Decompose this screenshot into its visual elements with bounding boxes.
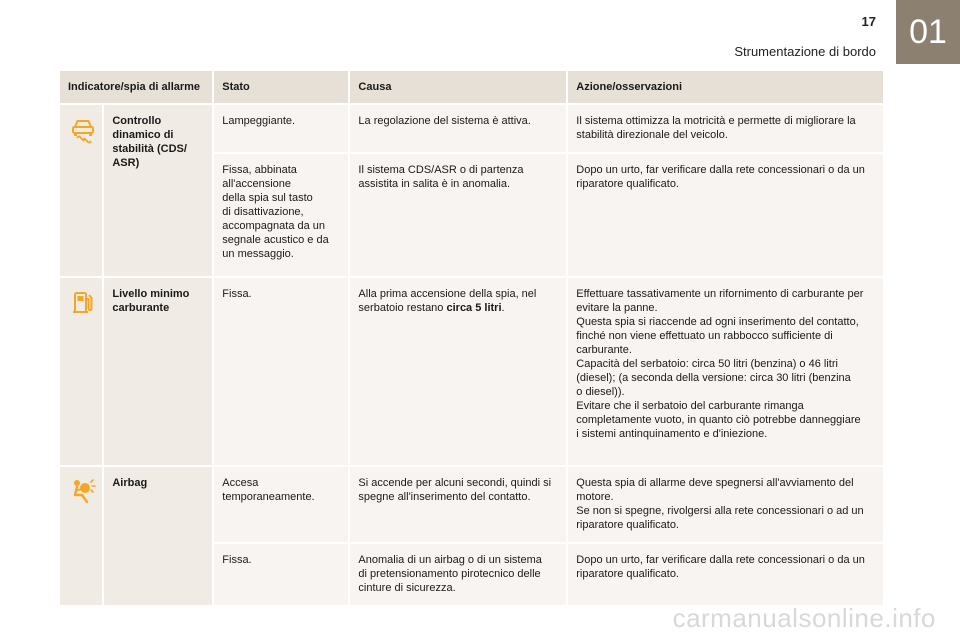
stato-cell: Accesa temporaneamente.: [214, 467, 348, 542]
causa-cell: [350, 278, 566, 465]
causa-cell: La regolazione del sistema è attiva.: [350, 105, 566, 152]
azione-cell: Il sistema ottimizza la motricità e permette di migliorare la stabilità direzionale del veicolo.: [568, 105, 883, 152]
stato-cell: Fissa.: [214, 278, 348, 465]
causa-text-end: .: [501, 302, 505, 314]
icon-cell: [60, 105, 102, 276]
causa-highlight: circa 5 litri: [446, 302, 502, 314]
azione-cell: Effettuare tassativamente un rifornimento di carburante per evitare la panne. Questa spia si riaccende ad ogni inserimento del contatto, finché non viene effettuato un rabbocco sufficiente di carburante. Capacità del serbatoio: circa 50 litri (benzina) o 46 litri (diesel); (a seconda della versione: circa 30 litri (benzina o diesel)). Evitare che il serbatoio del carburante rimanga completamente vuoto, in quanto ciò potrebbe danneggiare i sistemi antinquinamento e d'iniezione.: [568, 278, 883, 465]
indicator-name: Controllo dinamico di stabilità (CDS/ ASR): [104, 105, 212, 276]
column-header-stato: Stato: [214, 71, 348, 103]
warning-lights-table: [58, 69, 885, 607]
causa-text: Alla prima accensione della spia, nel serbatoio restano: [358, 288, 537, 314]
section-title: Strumentazione di bordo: [734, 44, 876, 59]
azione-cell: Dopo un urto, far verificare dalla rete concessionari o da un riparatore qualificato.: [568, 544, 883, 605]
airbag-icon: [68, 476, 98, 506]
table-header-row: [60, 71, 883, 103]
icon-cell: [60, 467, 102, 605]
stato-cell: Fissa.: [214, 544, 348, 605]
causa-cell: Il sistema CDS/ASR o di partenza assistita in salita è in anomalia.: [350, 154, 566, 276]
table-row: [60, 467, 883, 542]
table-row: [60, 105, 883, 152]
causa-cell: Si accende per alcuni secondi, quindi si spegne all'inserimento del contatto.: [350, 467, 566, 542]
stato-cell: Fissa, abbinata all'accensione della spia sul tasto di disattivazione, accompagnata da un segnale acustico e da un messaggio.: [214, 154, 348, 276]
table-row: [60, 278, 883, 465]
indicator-name: Airbag: [104, 467, 212, 605]
watermark: carmanualsonline.info: [672, 603, 936, 633]
column-header-indicator: Indicatore/spia di allarme: [60, 71, 212, 103]
fuel-pump-icon: [68, 287, 98, 317]
stato-cell: Lampeggiante.: [214, 105, 348, 152]
page-number: 17: [861, 14, 876, 29]
column-header-azione: Azione/osservazioni: [568, 71, 883, 103]
icon-cell: [60, 278, 102, 465]
column-header-causa: Causa: [350, 71, 566, 103]
stability-control-icon: [68, 114, 98, 144]
indicator-name: Livello minimo carburante: [104, 278, 212, 465]
chapter-tab: 01: [896, 0, 960, 64]
azione-cell: Questa spia di allarme deve spegnersi all'avviamento del motore. Se non si spegne, rivolgersi alla rete concessionari o ad un riparatore qualificato.: [568, 467, 883, 542]
azione-cell: Dopo un urto, far verificare dalla rete concessionari o da un riparatore qualificato.: [568, 154, 883, 276]
causa-cell: Anomalia di un airbag o di un sistema di pretensionamento pirotecnico delle cinture di sicurezza.: [350, 544, 566, 605]
